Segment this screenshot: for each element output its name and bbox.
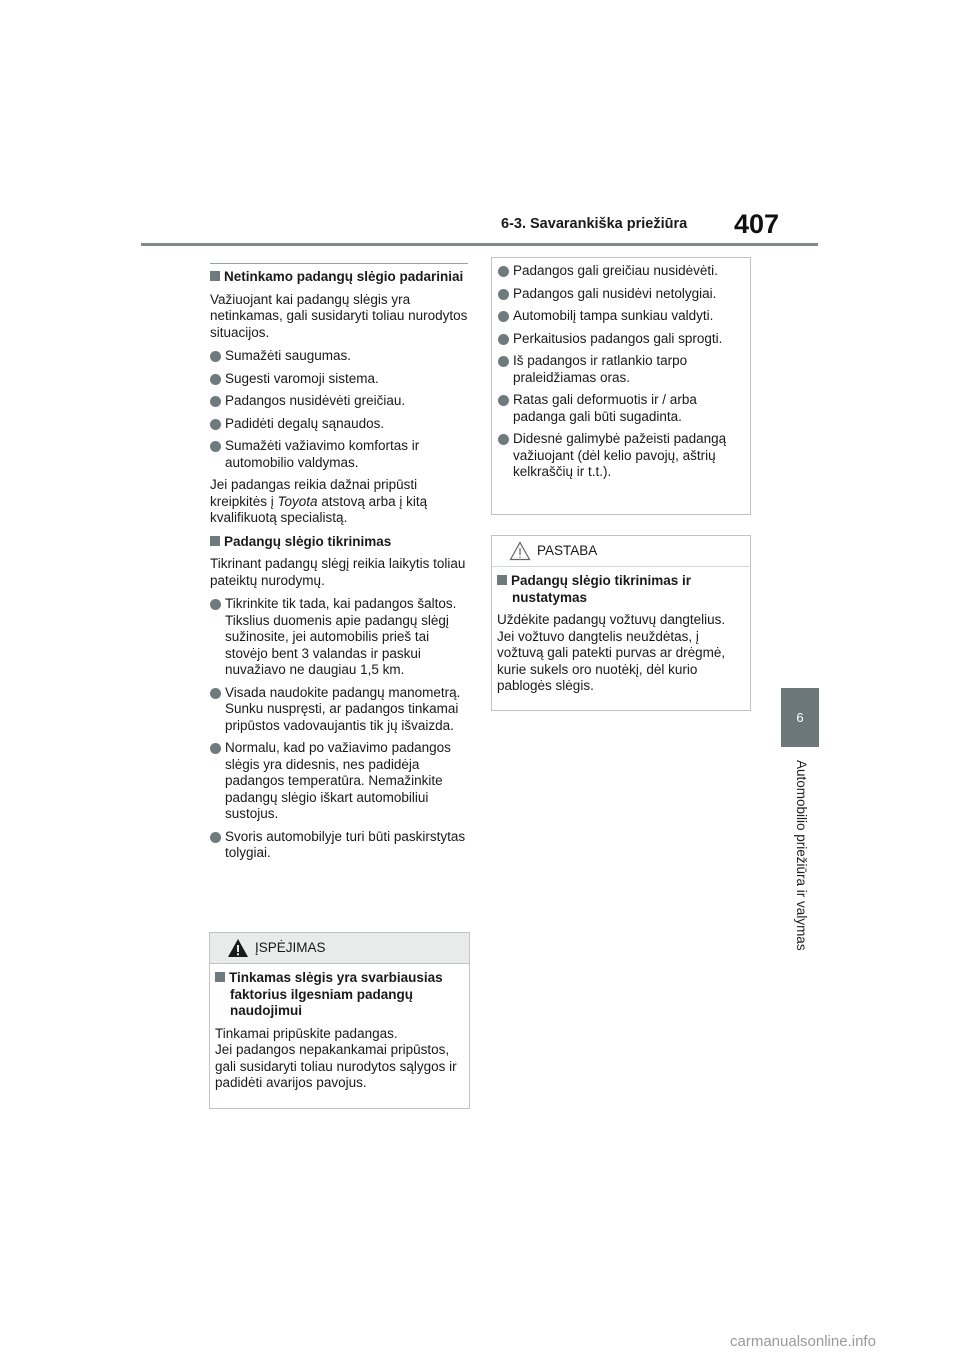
bullet-list: [210, 348, 468, 471]
bullet-icon: [210, 419, 221, 430]
list-item: Tikrinkite tik tada, kai padangos šaltos. Tikslius duomenis apie padangų slėgį sužinosite, jei automobilis prieš tai stovėjo bent 3 valandas ir paskui nuvažiavo ne daugiau 1,5 km.: [210, 596, 468, 679]
brand-name: Toyota: [277, 493, 318, 509]
paragraph: Važiuojant kai padangų slėgis yra netinkamas, gali susidaryti toliau nurodytos situacijos.: [210, 291, 468, 340]
warning-text: Tinkamai pripūskite padangas. Jei padangos nepakankamai pripūstos, gali susidaryti toliau nurodytos sąlygos ir padidėti avarijos pavojus.: [215, 1025, 457, 1090]
section-heading: Padangų slėgio tikrinimas: [210, 534, 468, 551]
list-item: Didesnė galimybė pažeisti padangą važiuojant (dėl kelio pavojų, aštrių kelkraščių ir t.t.).: [498, 431, 744, 481]
bullet-icon: [498, 266, 509, 277]
list-item: Ratas gali deformuotis ir / arba padanga gali būti sugadinta.: [498, 392, 744, 425]
notice-box: [491, 535, 751, 711]
chapter-number: 6: [796, 710, 804, 725]
warning-triangle-icon: [227, 938, 249, 958]
square-bullet-icon: [215, 972, 225, 982]
list-item: Automobilį tampa sunkiau valdyti.: [498, 308, 744, 325]
left-column: [210, 263, 468, 868]
list-item: Sumažėti saugumas.: [210, 348, 468, 365]
list-item: Svoris automobilyje turi būti paskirstytas tolygiai.: [210, 829, 468, 862]
paragraph: Jei padangas reikia dažnai pripūsti kreipkitės į Toyota atstovą arba į kitą kvalifikuotą specialistą.: [210, 477, 428, 525]
bullet-icon: [210, 832, 221, 843]
bullet-icon: [210, 396, 221, 407]
square-bullet-icon: [210, 271, 220, 281]
notice-header: [492, 536, 750, 567]
warning-header: [210, 933, 469, 964]
list-item: Padangos nusidėvėti greičiau.: [210, 393, 468, 410]
bullet-icon: [210, 743, 221, 754]
notice-body: [492, 567, 750, 708]
continued-warning-box: [491, 257, 751, 515]
watermark: carmanualsonline.info: [730, 1333, 876, 1350]
bullet-list: [498, 263, 744, 481]
page-number: 407: [734, 209, 780, 239]
bullet-icon: [210, 441, 221, 452]
continued-warning-body: [492, 258, 750, 481]
bullet-icon: [498, 289, 509, 300]
notice-heading: Padangų slėgio tikrinimas ir nustatymas: [497, 573, 744, 606]
list-item: Iš padangos ir ratlankio tarpo praleidžiamas oras.: [498, 353, 744, 386]
section-title: 6-3. Savarankiška priežiūra: [501, 216, 688, 232]
bullet-icon: [210, 688, 221, 699]
notice-title: PASTABA: [537, 542, 598, 558]
header-rule: [141, 243, 818, 246]
bullet-icon: [210, 374, 221, 385]
square-bullet-icon: [210, 536, 220, 546]
bullet-icon: [498, 434, 509, 445]
list-item: Padangos gali greičiau nusidėvėti.: [498, 263, 744, 280]
warning-title: ĮSPĖJIMAS: [255, 939, 326, 955]
section-heading: Netinkamo padangų slėgio padariniai: [210, 269, 468, 286]
chapter-label: Automobilio priežiūra ir valymas: [794, 760, 809, 951]
list-item: Perkaitusios padangos gali sprogti.: [498, 331, 744, 348]
notice-triangle-icon: [509, 541, 531, 561]
chapter-tab: [781, 688, 819, 747]
bullet-list: [210, 596, 468, 862]
bullet-icon: [498, 311, 509, 322]
list-item: Visada naudokite padangų manometrą. Sunku nuspręsti, ar padangos tinkamai pripūstos vadovaujantis tik jų išvaizda.: [210, 685, 468, 735]
bullet-icon: [210, 351, 221, 362]
list-item: Normalu, kad po važiavimo padangos slėgis yra didesnis, nes padidėja padangos temperatūra. Nemažinkite padangų slėgio iškart automobiliui sustojus.: [210, 740, 468, 823]
bullet-icon: [210, 599, 221, 610]
warning-heading: Tinkamas slėgis yra svarbiausias faktorius ilgesniam padangų naudojimui: [215, 970, 463, 1020]
warning-box: [209, 932, 470, 1109]
bullet-icon: [498, 356, 509, 367]
list-item: Sugesti varomoji sistema.: [210, 371, 468, 388]
square-bullet-icon: [497, 575, 507, 585]
bullet-icon: [498, 334, 509, 345]
list-item: Padangos gali nusidėvi netolygiai.: [498, 286, 744, 303]
list-item: Sumažėti važiavimo komfortas ir automobilio valdymas.: [210, 438, 468, 471]
bullet-icon: [498, 395, 509, 406]
paragraph: Tikrinant padangų slėgį reikia laikytis toliau pateiktų nurodymų.: [210, 556, 466, 588]
warning-body: [210, 964, 469, 1105]
list-item: Padidėti degalų sąnaudos.: [210, 416, 468, 433]
column-rule: [210, 263, 468, 264]
notice-text: Uždėkite padangų vožtuvų dangtelius. Jei vožtuvo dangtelis neuždėtas, į vožtuvą gali patekti purvas ar drėgmė, kurie sukels oro nuotėkį, dėl kurio pablogės slėgis.: [497, 612, 726, 693]
